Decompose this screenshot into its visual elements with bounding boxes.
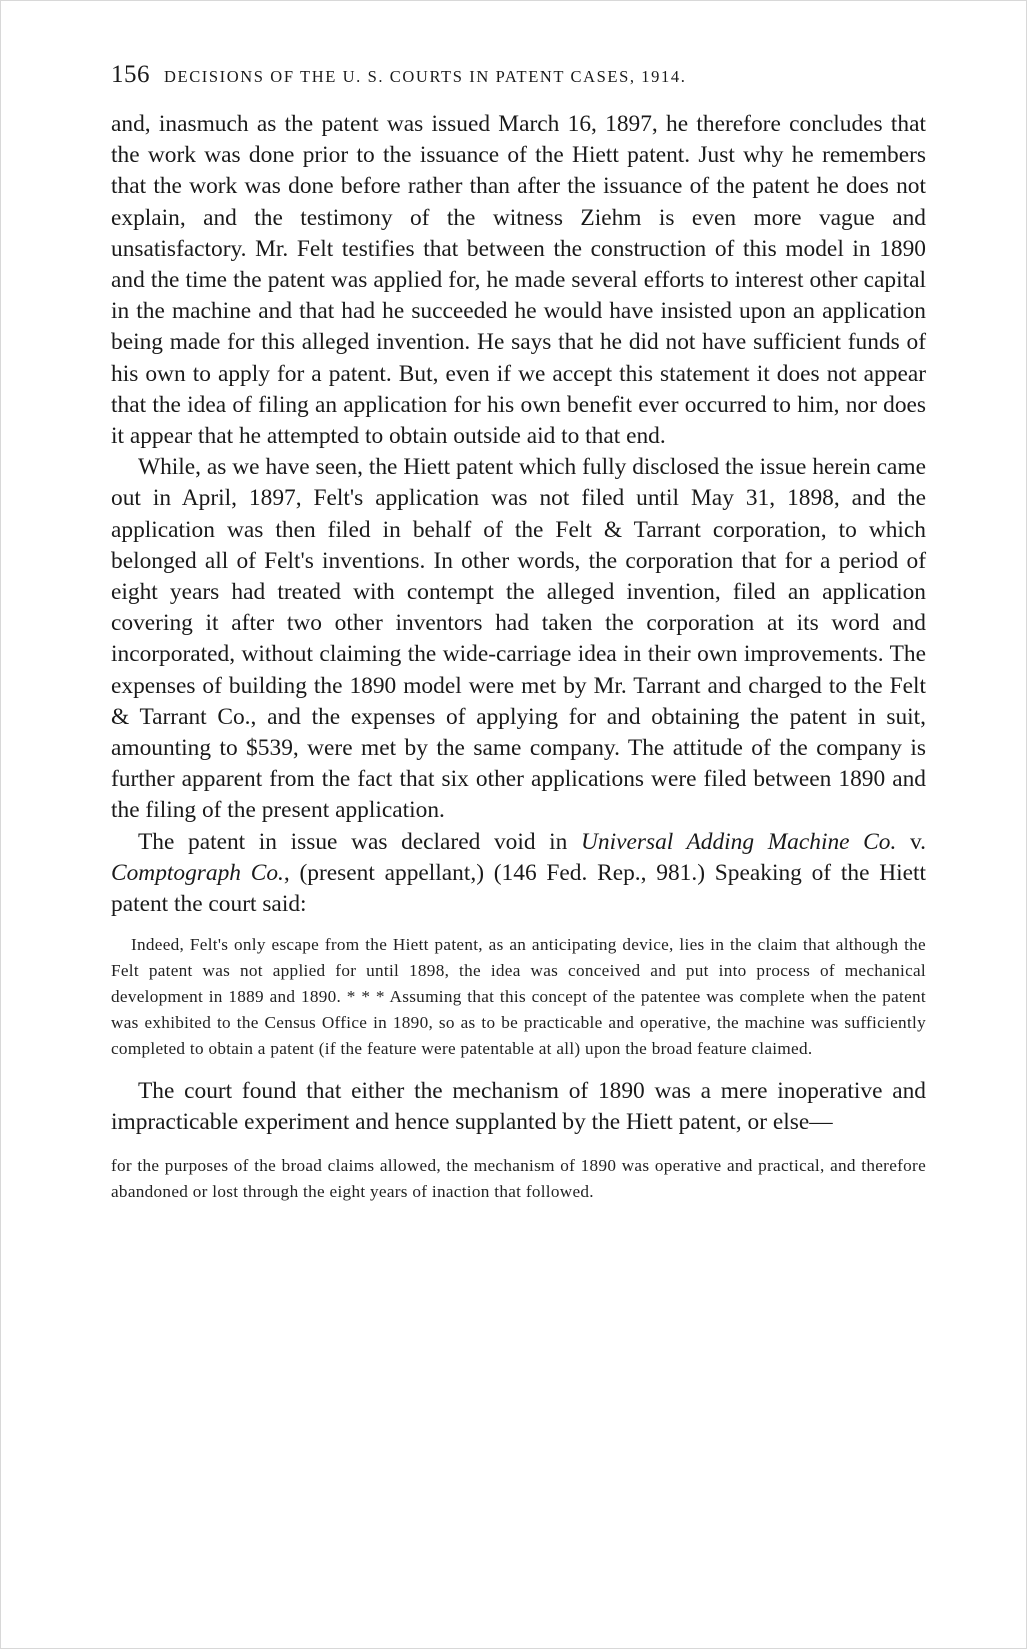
paragraph-2: While, as we have seen, the Hiett patent which fully disclosed the issue herein came out in April, 1897, Felt's application was not filed until May 31, 1898, and the application was then filed in behalf of the Felt & Tarrant corporation, to which belonged all of Felt's inventions. In other words, the corporation that for a period of eight years had treated with contempt the alleged invention, filed an application covering it after two other inventors had taken the corporation at its word and incorporated, without claiming the wide-carriage idea in their own improvements. The expenses of building the 1890 model were met by Mr. Tarrant and charged to the Felt & Tarrant Co., and the expenses of applying for and obtaining the patent in suit, amounting to $539, were met by the same company. The attitude of the company is further apparent from the fact that six other applications were filed between 1890 and the filing of the present application. bbox=[111, 454, 926, 824]
block-quote-1: Indeed, Felt's only escape from the Hiett patent, as an anticipating device, lies in the claim that although the Felt patent was not applied for until 1898, the idea was conceived and put into process of mechanical development in 1889 and 1890. * * * Assuming that this concept of the patentee was complete when the patent was exhibited to the Census Office in 1890, so as to be practicable and operative, the machine was sufficiently completed to obtain a patent (if the feature were patentable at all) upon the broad feature claimed. bbox=[111, 935, 926, 1059]
paragraph-3-post: , (present appellant,) (146 Fed. Rep., 981.) Speaking of the Hiett patent the court said: bbox=[111, 859, 926, 918]
running-head: DECISIONS OF THE U. S. COURTS IN PATENT CASES, 1914. bbox=[164, 67, 687, 86]
case-name-comptograph: Comptograph Co. bbox=[111, 859, 284, 886]
case-name-universal: Universal Adding Machine Co. bbox=[581, 828, 897, 855]
page-number: 156 bbox=[111, 61, 150, 88]
page-header bbox=[111, 61, 926, 99]
paragraph-3 bbox=[111, 827, 926, 921]
paragraph-3-pre: The patent in issue was declared void in bbox=[138, 828, 582, 855]
paragraph-1: and, inasmuch as the patent was issued March 16, 1897, he therefore concludes that the work was done prior to the issuance of the Hiett patent. Just why he remembers that the work was done before rather than after the issuance of the patent he does not explain, and the testimony of the witness Ziehm is even more vague and unsatisfactory. Mr. Felt testifies that between the construction of this model in 1890 and the time the patent was applied for, he made several efforts to interest other capital in the machine and that had he succeeded he would have insisted upon an application being made for this alleged invention. He says that he did not have sufficient funds of his own to apply for a patent. But, even if we accept this statement it does not appear that the idea of filing an application for his own benefit ever occurred to him, nor does it appear that he attempted to obtain outside aid to that end. bbox=[111, 111, 926, 450]
block-quote-2: for the purposes of the broad claims allowed, the mechanism of 1890 was operative and practical, and therefore abandoned or lost through the eight years of inaction that followed. bbox=[111, 1155, 926, 1201]
page-content bbox=[111, 61, 926, 1205]
paragraph-3-mid: v. bbox=[896, 828, 926, 855]
paragraph-4: The court found that either the mechanism of 1890 was a mere inoperative and impracticable experiment and hence supplanted by the Hiett patent, or else— bbox=[111, 1078, 926, 1136]
